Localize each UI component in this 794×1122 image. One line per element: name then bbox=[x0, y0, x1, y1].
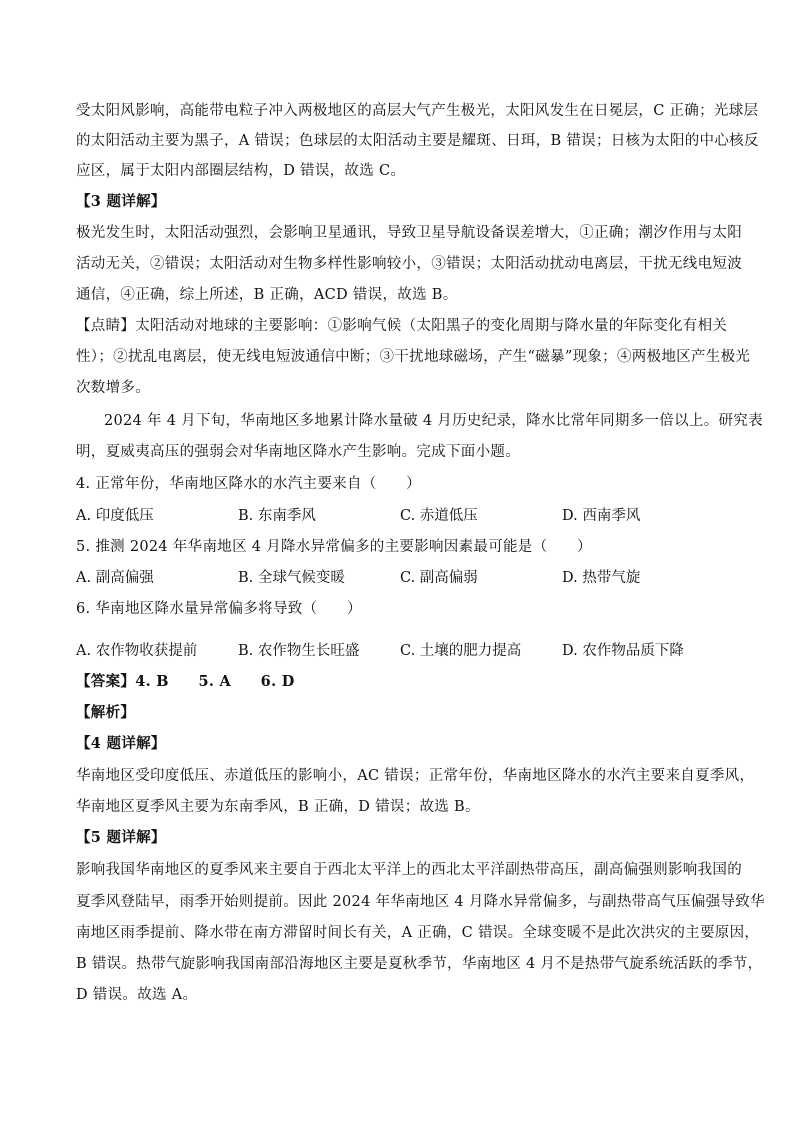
q6-stem: 6. 华南地区降水量异常偏多将导致（ ） bbox=[76, 601, 362, 617]
para2-line-2: 活动无关，②错误；太阳活动对生物多样性影响较小，③错误；太阳活动扰动电离层，干扰无线电短波 bbox=[76, 256, 742, 272]
q5-option-a: A. 副高偏强 bbox=[76, 570, 154, 586]
analysis-heading: 【解析】 bbox=[76, 704, 136, 721]
q4-option-a: A. 印度低压 bbox=[76, 508, 154, 524]
para5-line-4: B 错误。热带气旋影响我国南部沿海地区主要是夏秋季节，华南地区 4 月不是热带气旋系统活跃的季节， bbox=[76, 956, 763, 972]
q5-heading: 【5 题详解】 bbox=[76, 829, 166, 846]
answer-line: 【答案】4. B 5. A 6. D bbox=[76, 673, 295, 690]
para5-line-1: 影响我国华南地区的夏季风来主要自于西北太平洋上的西北太平洋副热带高压，副高偏强则影响我国的 bbox=[76, 862, 742, 878]
para2-line-3: 通信，④正确，综上所述，B 正确，ACD 错误，故选 B。 bbox=[76, 287, 458, 303]
q5-stem: 5. 推测 2024 年华南地区 4 月降水异常偏多的主要影响因素最可能是（ ） bbox=[76, 539, 592, 555]
para4-line-2: 华南地区夏季风主要为东南季风，B 正确，D 错误；故选 B。 bbox=[76, 799, 480, 815]
q6-option-c: C. 土壤的肥力提高 bbox=[400, 643, 522, 659]
para1-line-2: 的太阳活动主要为黑子，A 错误；色球层的太阳活动主要是耀斑、日珥，B 错误；日核为太阳的中心核反 bbox=[76, 133, 759, 149]
tip-line-3: 次数增多。 bbox=[76, 380, 150, 396]
q5-option-d: D. 热带气旋 bbox=[562, 570, 641, 586]
para5-line-3: 南地区雨季提前、降水带在南方滞留时间长有关，A 正确，C 错误。全球变暖不是此次洪灾的主要原因， bbox=[76, 925, 760, 941]
q4-option-b: B. 东南季风 bbox=[238, 508, 316, 524]
intro-line-1: 2024 年 4 月下旬，华南地区多地累计降水量破 4 月历史纪录，降水比常年同期多一倍以上。研究表 bbox=[104, 413, 763, 429]
para4-line-1: 华南地区受印度低压、赤道低压的影响小，AC 错误；正常年份，华南地区降水的水汽主要来自夏季风， bbox=[76, 768, 755, 784]
tip-line-1: 【点睛】太阳活动对地球的主要影响：①影响气候（太阳黑子的变化周期与降水量的年际变化有相关 bbox=[76, 318, 728, 334]
q4-option-d: D. 西南季风 bbox=[562, 508, 641, 524]
q5-option-c: C. 副高偏弱 bbox=[400, 570, 478, 586]
q4-stem: 4. 正常年份，华南地区降水的水汽主要来自（ ） bbox=[76, 476, 421, 492]
para1-line-3: 应区，属于太阳内部圈层结构，D 错误，故选 C。 bbox=[76, 163, 406, 179]
para5-line-5: D 错误。故选 A。 bbox=[76, 987, 198, 1003]
q6-option-b: B. 农作物生长旺盛 bbox=[238, 643, 360, 659]
intro-line-2: 明，夏威夷高压的强弱会对华南地区降水产生影响。完成下面小题。 bbox=[76, 444, 520, 460]
q6-option-d: D. 农作物品质下降 bbox=[562, 643, 684, 659]
q6-option-a: A. 农作物收获提前 bbox=[76, 643, 198, 659]
tip-line-2: 性）；②扰乱电离层，使无线电短波通信中断；③干扰地球磁场，产生“磁暴”现象；④两极地区产生极光 bbox=[76, 349, 751, 365]
q5-option-b: B. 全球气候变暖 bbox=[238, 570, 345, 586]
q4-heading: 【4 题详解】 bbox=[76, 735, 166, 752]
para2-line-1: 极光发生时，太阳活动强烈，会影响卫星通讯，导致卫星导航设备误差增大，①正确；潮汐作用与太阳 bbox=[76, 225, 742, 241]
para5-line-2: 夏季风登陆早，雨季开始则提前。因此 2024 年华南地区 4 月降水异常偏多，与副热带高气压偏强导致华 bbox=[76, 894, 765, 910]
q3-heading: 【3 题详解】 bbox=[76, 193, 166, 210]
q4-option-c: C. 赤道低压 bbox=[400, 508, 478, 524]
para1-line-1: 受太阳风影响，高能带电粒子冲入两极地区的高层大气产生极光，太阳风发生在日冕层，C 正确；光球层 bbox=[76, 103, 759, 119]
